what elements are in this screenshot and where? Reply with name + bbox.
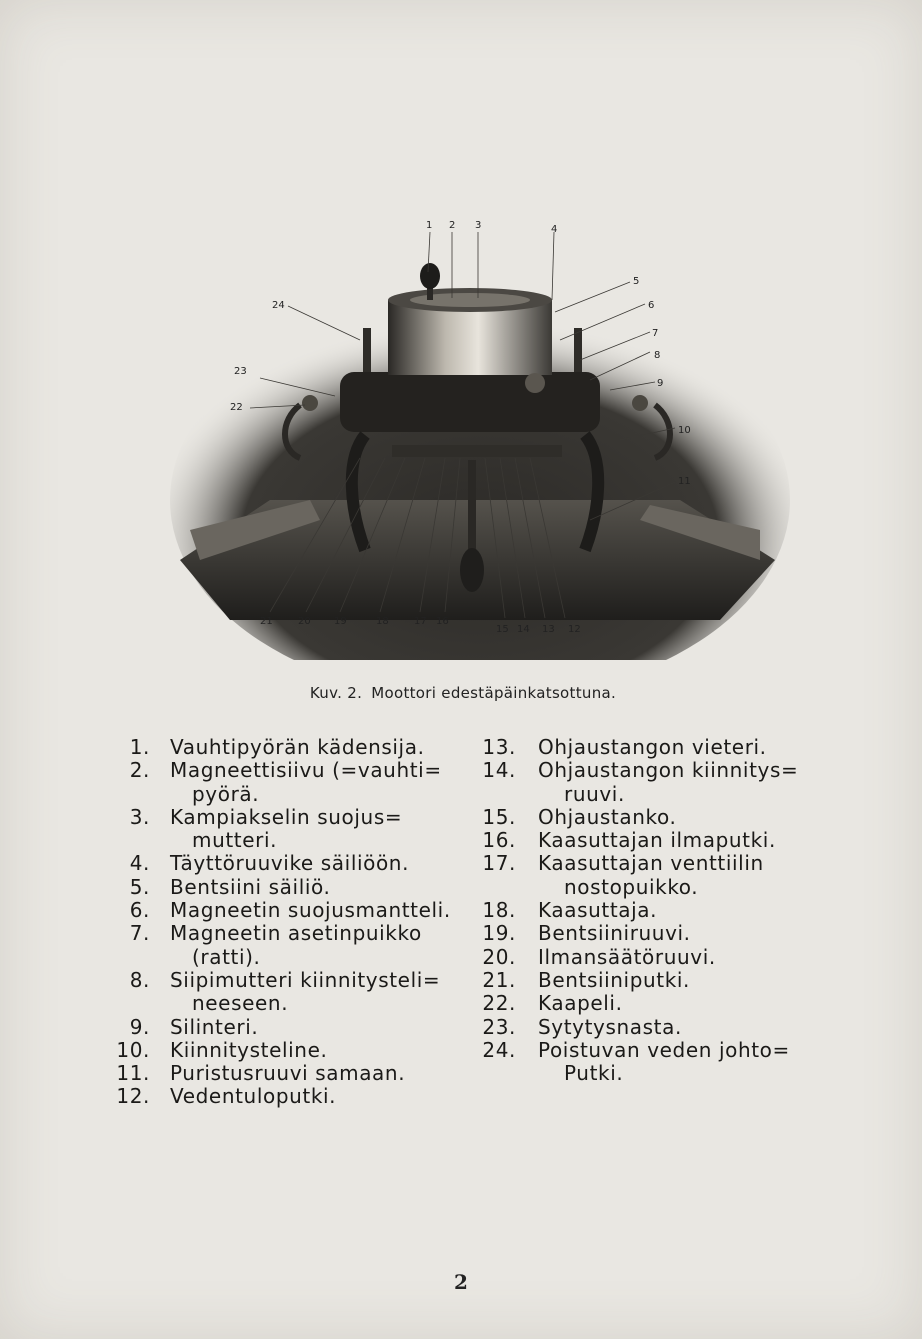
legend-row [466,1016,846,1039]
engine-photograph [160,200,790,660]
fitting-right [632,395,648,411]
callout-9: 9 [657,378,664,389]
legend-number: 11. [116,1061,150,1086]
legend-text: Kiinnitysteline. [170,1037,328,1062]
legend-text: Kampiakselin suojus= [170,804,403,829]
legend-text: Magneetin suojusmantteli. [170,898,451,923]
legend-number: 22. [482,991,516,1016]
legend-row [466,759,846,782]
legend-number: 24. [482,1037,516,1062]
caption-prefix: Kuv. 2. [309,684,363,702]
legend-text: Täyttöruuvike säiliöön. [170,851,410,876]
legend-number: 14. [482,758,516,783]
legend-row [100,992,480,1015]
legend-row [100,806,480,829]
callout-17: 17 [414,616,427,627]
legend-text: Kaasuttajan venttiilin [538,851,764,876]
callout-12: 12 [568,624,581,635]
legend-row [466,992,846,1015]
legend-text: (ratti). [192,944,261,969]
callout-16: 16 [436,616,449,627]
legend-number: 18. [482,898,516,923]
callout-20: 20 [298,616,311,627]
callout-19: 19 [334,616,347,627]
legend-text: Magneetin asetinpuikko [170,921,422,946]
legend-text: Sytytysnasta. [538,1014,682,1039]
legend-text: Siipimutteri kiinnitysteli= [170,967,441,992]
callout-6: 6 [648,300,655,311]
legend-number: 4. [129,851,150,876]
legend-row [100,899,480,922]
legend-text: Silinteri. [170,1014,259,1039]
legend-row [100,876,480,899]
legend-number: 13. [482,735,516,759]
callout-7: 7 [652,328,659,339]
legend-text: Puristusruuvi samaan. [170,1061,406,1086]
callout-15: 15 [496,624,509,635]
legend-number: 6. [129,898,150,923]
legend-text: Bentsiiniruuvi. [538,921,691,946]
legend-text: Ilmansäätöruuvi. [538,944,716,969]
legend-text: neeseen. [192,991,289,1016]
callout-22: 22 [230,402,243,413]
legend-text: Vauhtipyörän kädensija. [170,735,425,759]
legend-text: pyörä. [192,781,260,806]
flywheel-handle-knob [420,263,440,289]
legend-row [100,922,480,945]
legend-number: 15. [482,804,516,829]
legend-text: ruuvi. [564,781,625,806]
legend-number: 1. [129,735,150,759]
legend-number: 20. [482,944,516,969]
callout-18: 18 [376,616,389,627]
callout-10: 10 [678,425,691,436]
callout-3: 3 [475,220,482,231]
legend-number: 7. [129,921,150,946]
legend-text: Bentsiini säiliö. [170,874,331,899]
legend-text: Poistuvan veden johto= [538,1037,790,1062]
post-right [574,328,582,372]
legend-row [100,1039,480,1062]
engine-block [340,372,600,432]
legend-number: 5. [129,874,150,899]
callout-21: 21 [260,616,273,627]
legend-number: 17. [482,851,516,876]
legend-row [100,736,480,759]
legend-row [100,1016,480,1039]
caption-text: Moottori edestäpäinkatsottuna. [371,684,617,702]
cross-bar [392,445,562,457]
legend-text: mutteri. [192,828,278,853]
legend-number: 23. [482,1014,516,1039]
callout-13: 13 [542,624,555,635]
legend-row [466,736,846,759]
legend-number: 16. [482,828,516,853]
legend-number: 2. [129,758,150,783]
legend-number: 10. [116,1037,150,1062]
legend-row [100,1062,480,1085]
legend-row [466,946,846,969]
legend-row [100,969,480,992]
legend-row [466,876,846,899]
carburettor-cap [525,373,545,393]
legend-row [466,852,846,875]
legend-row [100,829,480,852]
tiller-grip [460,548,484,592]
legend-row [100,946,480,969]
tiller-rod [468,460,476,555]
legend-row [466,829,846,852]
callout-11: 11 [678,476,691,487]
legend-row [466,1039,846,1062]
legend-right-column [466,736,846,1085]
page-number: 2 [454,1270,468,1294]
legend-text: Kaapeli. [538,991,623,1016]
legend-row [466,806,846,829]
callout-8: 8 [654,350,661,361]
legend-text: Vedentuloputki. [170,1084,337,1109]
post-left [363,328,371,372]
callout-1: 1 [426,220,433,231]
legend-text: Magneettisiivu (=vauhti= [170,758,442,783]
legend-text: Bentsiiniputki. [538,967,691,992]
legend-text: Ohjaustangon vieteri. [538,735,767,759]
legend-text: Putki. [564,1061,624,1086]
engine-figure-svg [160,200,790,660]
legend-row [100,759,480,782]
legend-text: Ohjaustanko. [538,804,677,829]
legend-number: 9. [129,1014,150,1039]
legend-text: nostopuikko. [564,874,699,899]
callout-5: 5 [633,276,640,287]
callout-23: 23 [234,366,247,377]
legend-number: 8. [129,967,150,992]
legend-row [466,969,846,992]
legend-text: Kaasuttaja. [538,898,658,923]
legend-row [100,852,480,875]
fitting-left [302,395,318,411]
legend-row [466,783,846,806]
callout-24: 24 [272,300,285,311]
callout-4: 4 [551,224,558,235]
legend-row [466,1062,846,1085]
legend-row [100,783,480,806]
legend-number: 3. [129,804,150,829]
legend-row [466,922,846,945]
figure-caption [0,684,922,702]
legend-text: Ohjaustangon kiinnitys= [538,758,799,783]
legend-number: 21. [482,967,516,992]
legend-number: 19. [482,921,516,946]
callout-2: 2 [449,220,456,231]
callout-14: 14 [517,624,530,635]
legend-left-column [100,736,480,1109]
legend-row [100,1085,480,1108]
legend-text: Kaasuttajan ilmaputki. [538,828,776,853]
legend-number: 12. [116,1084,150,1109]
legend-row [466,899,846,922]
